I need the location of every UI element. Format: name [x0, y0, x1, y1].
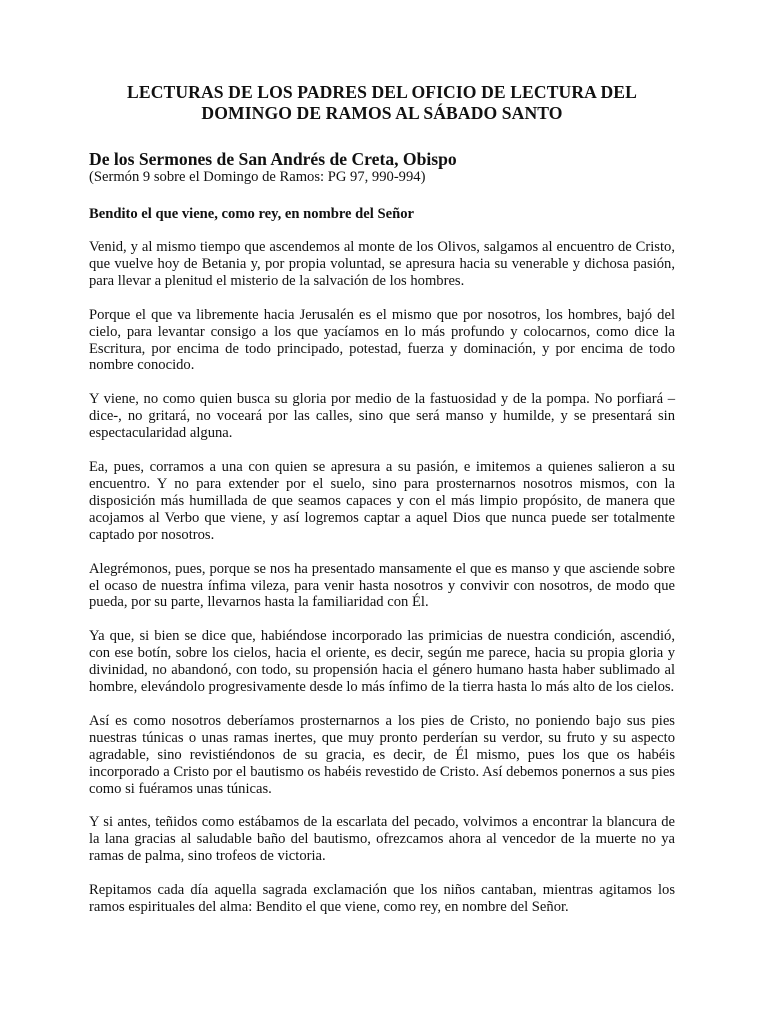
sermon-author: De los Sermones de San Andrés de Creta, Obispo — [89, 149, 457, 169]
paragraph: Ea, pues, corramos a una con quien se apresura a su pasión, e imitemos a quienes salieron a su encuentro. Y no para extender por el suelo, sino para prosternarnos nosotros mismos, con la disposición más humillada de que seamos capaces y con el más limpio propósito, de manera que acojamos al Verbo que viene, y así logremos captar a aquel Dios que nunca puede ser totalmente captado por nosotros. — [89, 459, 675, 543]
document-title: LECTURAS DE LOS PADRES DEL OFICIO DE LECTURA DEL DOMINGO DE RAMOS AL SÁBADO SANTO — [127, 82, 637, 123]
paragraph: Porque el que va libremente hacia Jerusalén es el mismo que por nosotros, los hombres, bajó del cielo, para levantar consigo a los que yacíamos en lo más profundo y colocarnos, como dice la Escritura, por encima de todo principado, potestad, fuerza y dominación, y por encima de todo nombre conocido. — [89, 306, 675, 374]
sermon-source: (Sermón 9 sobre el Domingo de Ramos: PG 97, 990-994) — [89, 169, 426, 185]
paragraph: Y viene, no como quien busca su gloria por medio de la fastuosidad y de la pompa. No porfiará –dice-, no gritará, no voceará por las calles, sino que será manso y humilde, y se presentará sin espectacularidad alguna. — [89, 391, 675, 442]
reading-subtitle: Bendito el que viene, como rey, en nombre del Señor — [89, 206, 414, 222]
document-page — [89, 82, 675, 916]
paragraph: Así es como nosotros deberíamos prosternarnos a los pies de Cristo, no poniendo bajo sus pies nuestras túnicas o unas ramas inertes, que muy pronto perderían su verdor, su fruto y su aspecto agradable, sino revistiéndonos de su gracia, es decir, de Él mismo, pues los que os habéis incorporado a Cristo por el bautismo os habéis revestido de Cristo. Así debemos ponernos a sus pies como si fuéramos unas túnicas. — [89, 712, 675, 797]
paragraph: Repitamos cada día aquella sagrada exclamación que los niños cantaban, mientras agitamos los ramos espirituales del alma: Bendito el que viene, como rey, en nombre del Señor. — [89, 882, 675, 916]
paragraph: Ya que, si bien se dice que, habiéndose incorporado las primicias de nuestra condición, ascendió, con ese botín, sobre los cielos, hacia el oriente, es decir, según me parece, hacia su propia gloria y divinidad, no abandonó, con todo, su propensión hacia el género humano hasta haber sublimado al hombre, elevándolo progresivamente desde lo más ínfimo de la tierra hasta lo más alto de los cielos. — [89, 628, 675, 696]
paragraph: Venid, y al mismo tiempo que ascendemos al monte de los Olivos, salgamos al encuentro de Cristo, que vuelve hoy de Betania y, por propia voluntad, se apresura hacia su venerable y dichosa pasión, para llevar a plenitud el misterio de la salvación de los hombres. — [89, 239, 675, 289]
paragraph: Alegrémonos, pues, porque se nos ha presentado mansamente el que es manso y que asciende sobre el ocaso de nuestra ínfima vileza, para venir hasta nosotros y convivir con nosotros, de modo que pueda, por su parte, llevarnos hasta la familiaridad con Él. — [89, 560, 675, 611]
paragraph: Y si antes, teñidos como estábamos de la escarlata del pecado, volvimos a encontrar la blancura de la lana gracias al saludable baño del bautismo, ofrezcamos ahora al vencedor de la muerte no ya ramas de palma, sino trofeos de victoria. — [89, 814, 675, 865]
